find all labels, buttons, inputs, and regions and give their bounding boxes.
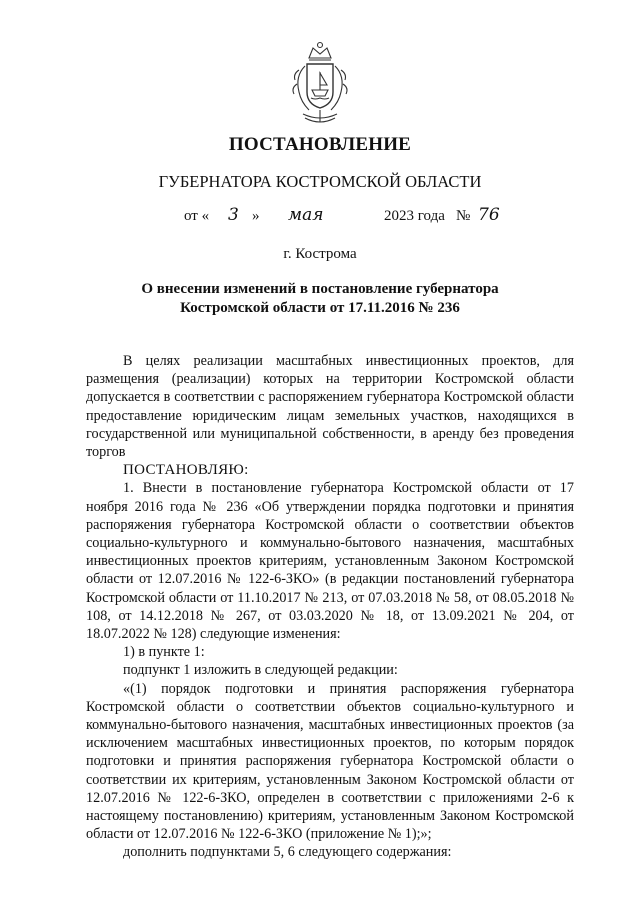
date-close-quote: » xyxy=(252,208,260,224)
coat-of-arms-emblem xyxy=(285,40,355,128)
number-sign: № xyxy=(456,208,471,224)
point-1-paragraph: 1) в пункте 1: xyxy=(123,644,205,661)
addition-paragraph: дополнить подпунктами 5, 6 следующего содержания: xyxy=(123,844,452,861)
document-title-line-1: О внесении изменений в постановление губернатора xyxy=(141,281,499,297)
document-type-heading: ПОСТАНОВЛЕНИЕ xyxy=(228,134,412,155)
decree-word: ПОСТАНОВЛЯЮ: xyxy=(123,462,249,479)
issue-city: г. Кострома xyxy=(283,246,357,262)
date-year: 2023 года xyxy=(384,208,445,224)
issuer-heading: ГУБЕРНАТОРА КОСТРОМСКОЙ ОБЛАСТИ xyxy=(158,172,482,191)
date-month-handwritten: мая xyxy=(288,205,324,225)
item-1-paragraph: 1. Внести в постановление губернатора Костромской области от 17 ноября 2016 года № 236 «Об утверждении порядка подготовки и принятия распоряжения губернатора Костромской области о соответствии объектов социально-культурного и коммунально-бытового назначения, масштабных инвестиционных проектов критериям, установленным Законом Костромской области от 12.07.2016 № 122-6-ЗКО» (в редакции постановлений губернатора Костромской области от 11.10.2017 № 213, от 07.03.2018 № 58, от 08.05.2018 № 108, от 14.12.2018 № 267, от 03.03.2020 № 18, от 13.09.2021 № 204, от 18.07.2022 № 128) следующие изменения: xyxy=(86,480,574,643)
date-day-handwritten: 3 xyxy=(228,205,239,225)
date-from-label: от « xyxy=(184,208,210,224)
subpoint-1-paragraph: подпункт 1 изложить в следующей редакции: xyxy=(123,662,398,679)
document-number-handwritten: 76 xyxy=(478,205,500,225)
quoted-text-paragraph: «(1) порядок подготовки и принятия распоряжения губернатора Костромской области о соответствии объектов социально-культурного и коммунально-бытового назначения, масштабных инвестиционных проектов (за исключением масштабных инвестиционных проектов, по которым порядок подготовки и принятия распоряжения губернатора Костромской области о соответствии их критериям, установленным Законом Костромской области от 12.07.2016 № 122-6-ЗКО, определен в соответствии с приложениями 2-6 к настоящему постановлению) критериям, установленным Законом Костромской области от 12.07.2016 № 122-6-ЗКО (приложение № 1);»; xyxy=(86,680,574,843)
document-title-line-2: Костромской области от 17.11.2016 № 236 xyxy=(180,300,460,316)
date-number-line xyxy=(0,205,640,232)
preamble-paragraph: В целях реализации масштабных инвестиционных проектов, для размещения (реализации) которых на территории Костромской области допускается в соответствии с распоряжением губернатора Костромской области предоставление юридическим лицам земельных участков, находящихся в государственной или муниципальной собственности, в аренду без проведения торгов xyxy=(86,353,574,461)
document-title xyxy=(90,280,550,318)
document-body xyxy=(86,352,574,862)
